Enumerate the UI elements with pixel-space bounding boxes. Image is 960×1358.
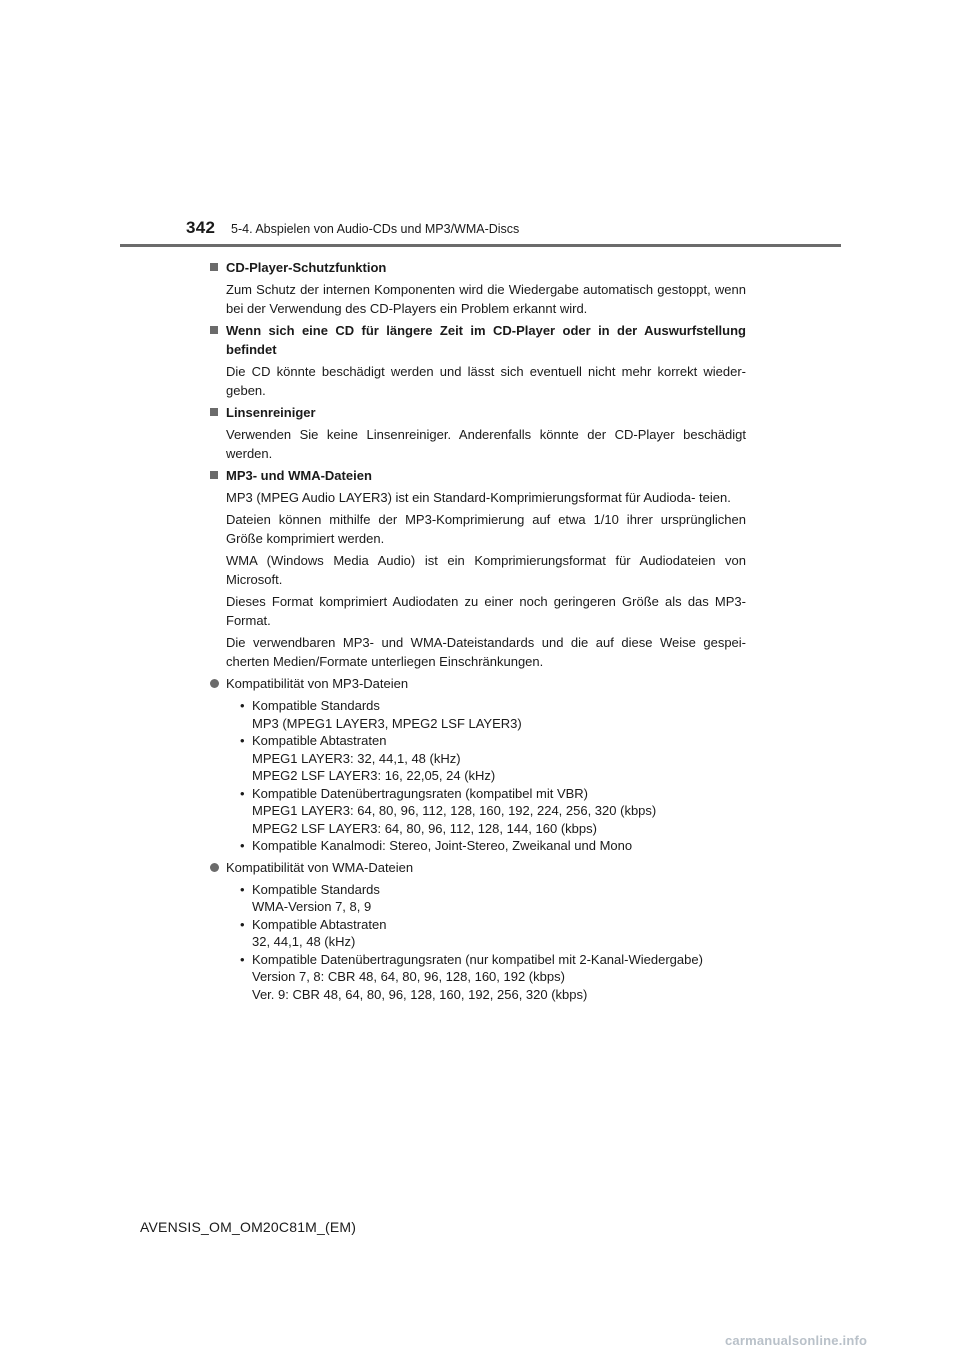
square-bullet-icon (210, 408, 218, 416)
wma-compat-list (210, 881, 746, 1004)
mp3-compat-heading (210, 674, 746, 693)
wma-compat-title: Kompatibilität von WMA-Dateien (226, 859, 414, 875)
section-eject-title: Wenn sich eine CD für längere Zeit im CD-Player oder in der Auswurfstellung befindet (226, 323, 746, 357)
paragraph: Dieses Format komprimiert Audiodaten zu einer noch geringeren Größe als das MP3- Format. (226, 594, 746, 628)
section-protect-title: CD-Player-Schutzfunktion (226, 260, 387, 275)
square-bullet-icon (210, 326, 218, 334)
section-lens (210, 403, 746, 463)
paragraph: MP3 (MPEG Audio LAYER3) ist ein Standard-Komprimierungsformat für Audioda- teien. (226, 490, 731, 505)
model-code: AVENSIS_OM_OM20C81M_(EM) (140, 1219, 357, 1235)
paragraph: Dateien können mithilfe der MP3-Komprimierung auf etwa 1/10 ihrer ursprünglichen Größe komprimiert werden. (226, 512, 746, 546)
section-eject-text: Die CD könnte beschädigt werden und lässt sich eventuell nicht mehr korrekt wieder- geben. (226, 364, 746, 398)
section-eject (210, 321, 746, 400)
list-item: • Kompatible Standards WMA-Version 7, 8, 9 (240, 881, 746, 916)
section-files (210, 466, 746, 671)
watermark: carmanualsonline.info (725, 1333, 868, 1348)
section-lens-text: Verwenden Sie keine Linsenreiniger. Anderenfalls könnte der CD-Player beschädigt werden. (226, 427, 746, 461)
header-divider (120, 244, 841, 247)
section-title: 5-4. Abspielen von Audio-CDs und MP3/WMA-Discs (231, 222, 520, 236)
list-item: • Kompatible Datenübertragungsraten (nur kompatibel mit 2-Kanal-Wiedergabe) Version 7, 8: CBR 48, 64, 80, 96, 128, 160, 192 (kbps) Ver. 9: CBR 48, 64, 80, 96, 128, 160, 192, 256, 320 (kbps) (240, 951, 746, 1004)
square-bullet-icon (210, 471, 218, 479)
round-bullet-icon (210, 679, 219, 688)
page-number: 342 (186, 218, 216, 237)
section-lens-title: Linsenreiniger (226, 405, 316, 420)
round-bullet-icon (210, 863, 219, 872)
page-content (210, 255, 746, 1003)
section-protect-text: Zum Schutz der internen Komponenten wird die Wiedergabe automatisch gestoppt, wenn bei der Verwendung des CD-Players ein Problem erkannt wird. (226, 282, 746, 316)
paragraph: Die verwendbaren MP3- und WMA-Dateistandards und die auf diese Weise gespei- cherten Medien/Formate unterliegen Einschränkungen. (226, 635, 746, 669)
list-item: • Kompatible Kanalmodi: Stereo, Joint-Stereo, Zweikanal und Mono (240, 837, 746, 855)
paragraph: WMA (Windows Media Audio) ist ein Komprimierungsformat für Audiodateien von Microsoft. (226, 553, 746, 587)
square-bullet-icon (210, 263, 218, 271)
list-item: • Kompatible Standards MP3 (MPEG1 LAYER3, MPEG2 LSF LAYER3) (240, 697, 746, 732)
mp3-compat-list (210, 697, 746, 855)
wma-compat-heading (210, 858, 746, 877)
mp3-compat-title: Kompatibilität von MP3-Dateien (226, 676, 409, 691)
list-item: • Kompatible Datenübertragungsraten (kompatibel mit VBR) MPEG1 LAYER3: 64, 80, 96, 112, 128, 160, 192, 224, 256, 320 (kbps) MPEG2 LSF LAYER3: 64, 80, 96, 112, 128, 144, 160 (kbps) (240, 785, 746, 838)
list-item: • Kompatible Abtastraten 32, 44,1, 48 (kHz) (240, 916, 746, 951)
list-item: • Kompatible Abtastraten MPEG1 LAYER3: 32, 44,1, 48 (kHz) MPEG2 LSF LAYER3: 16, 22,05, 24 (kHz) (240, 732, 746, 785)
section-protect (210, 258, 746, 318)
section-files-title: MP3- und WMA-Dateien (226, 468, 372, 483)
